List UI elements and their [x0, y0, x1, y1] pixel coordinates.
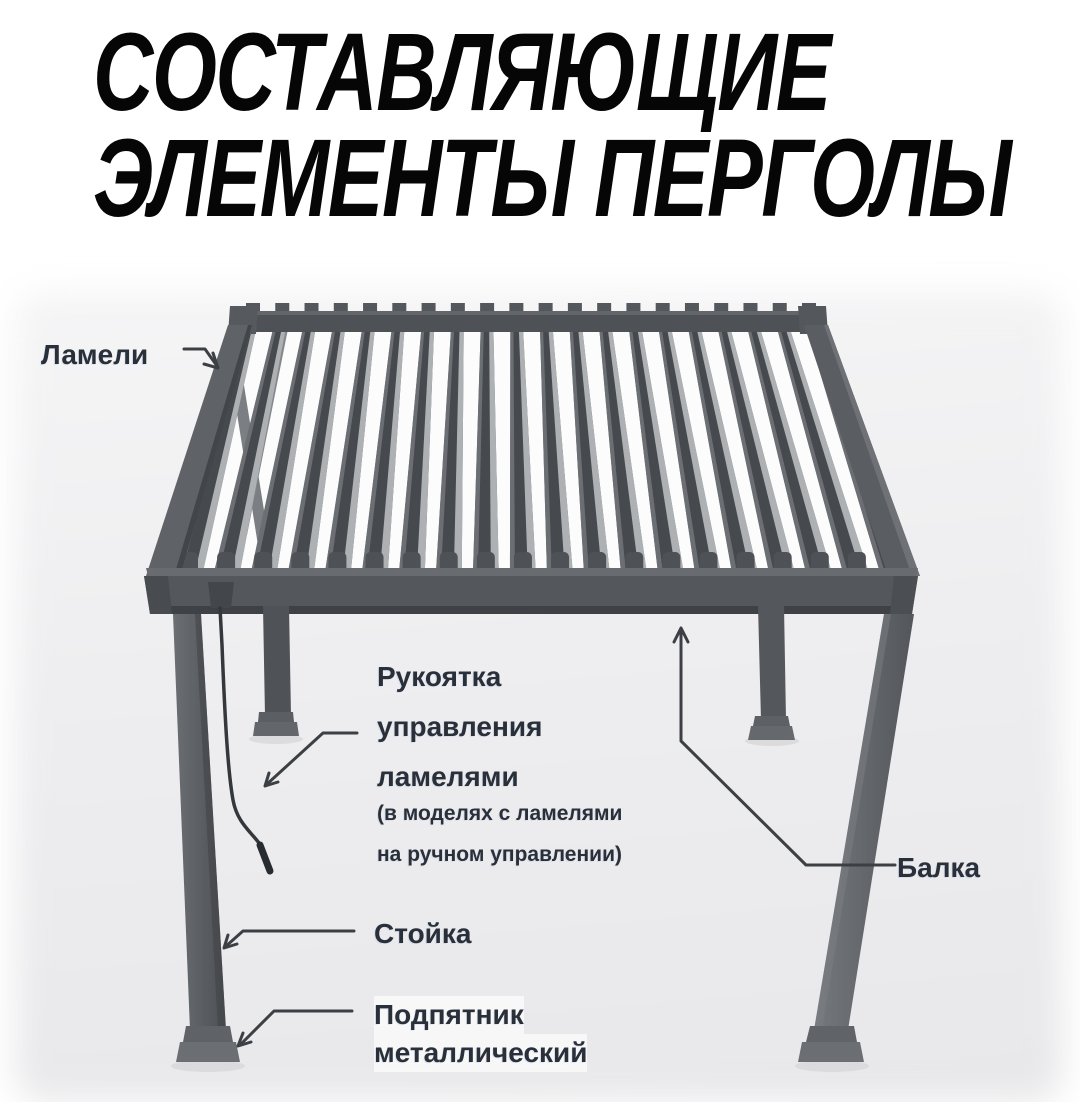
- foot-back-right: [748, 726, 795, 740]
- arrow-foot: [240, 1011, 352, 1045]
- handle-grip: [260, 845, 270, 871]
- back-beam: [234, 313, 822, 332]
- post-back-right: [758, 606, 786, 720]
- foot-front-left: [176, 1042, 240, 1062]
- arrow-lamels: [184, 349, 217, 366]
- label-beam: Балка: [897, 852, 981, 883]
- page-title-line-1: СОСТАВЛЯЮЩИЕ: [93, 11, 831, 134]
- label-post: Стойка: [374, 918, 472, 949]
- page-title-line-2: ЭЛЕМЕНТЫ ПЕРГОЛЫ: [93, 117, 1011, 240]
- roof-group: [144, 303, 920, 614]
- handle-rod: [220, 608, 259, 843]
- foot-front-right: [798, 1042, 864, 1062]
- label-handle: [377, 652, 542, 802]
- page-title: [93, 11, 1011, 240]
- arrow-post: [225, 931, 354, 947]
- label-lamels: Ламели: [41, 339, 149, 370]
- label-handle-note-line-2: на ручном управлении): [377, 843, 622, 866]
- label-handle-line-2: управления: [377, 711, 543, 742]
- foot-back-left: [253, 722, 299, 736]
- label-handle-line-1: Рукоятка: [377, 661, 502, 692]
- label-handle-line-3: ламелями: [377, 761, 519, 792]
- label-foot-line-1: Подпятник: [374, 996, 524, 1034]
- label-handle-note: [377, 793, 622, 875]
- post-back-left: [263, 606, 291, 716]
- label-foot-line-2: металлический: [374, 1034, 587, 1072]
- label-handle-note-line-1: (в моделях с ламелями: [377, 802, 623, 825]
- label-foot: [374, 996, 587, 1072]
- handle-bracket: [208, 582, 234, 608]
